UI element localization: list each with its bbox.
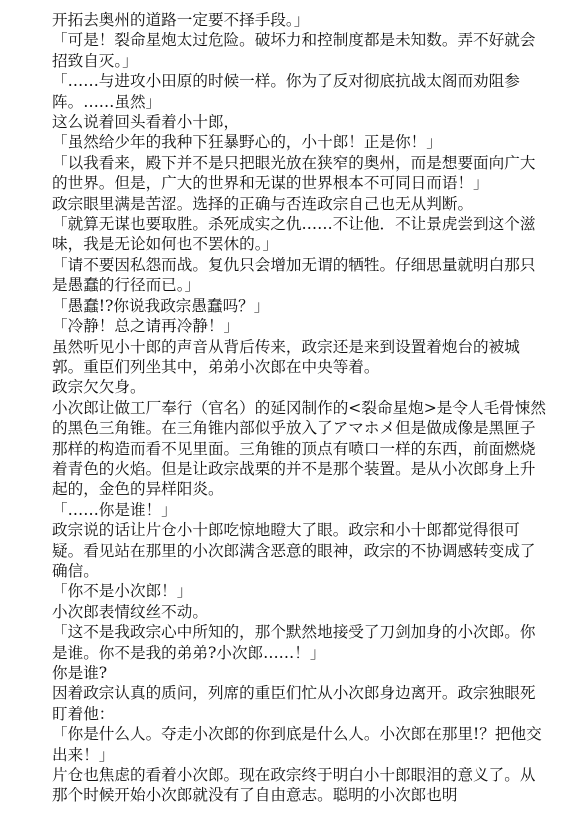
- paragraph: 「愚蠢!?你说我政宗愚蠢吗？」: [52, 296, 270, 315]
- paragraph: 政宗眼里满是苦涩。选择的正确与否连政宗自己也无从判断。: [52, 194, 474, 213]
- paragraph: 「这不是我政宗心中所知的，那个默然地接受了刀剑加身的小次郎。你是谁。你不是我的弟弟?小次郎……！」: [52, 623, 536, 662]
- paragraph: 「就算无谋也要取胜。杀死成实之仇……不让他．不让景虎尝到这个滋味，我是无论如何也不罢休的。」: [52, 215, 536, 254]
- paragraph: 政宗欠欠身。: [52, 378, 146, 397]
- paragraph: 「以我看来，殿下并不是只把眼光放在狭窄的奥州，而是想要面向广大的世界。但是，广大的世界和无谋的世界根本不可同日而语！」: [52, 153, 536, 193]
- paragraph: 小次郎让做工厂奉行（官名）的延冈制作的<裂命星炮>是令人毛骨悚然的黑色三角锥。在三角锥内部似乎放入了アマホメ但是做成像是黑匣子那样的构造而看不见里面。三角锥的顶点有喷口一样的东西，前面燃烧着青色的火焰。但是让政宗战栗的并不是那个装置。是从小次郎身上升起的，金色的异样阳炎。: [52, 398, 546, 499]
- paragraph: 「请不要因私怨而战。复仇只会增加无谓的牺牲。仔细思量就明白那只是愚蠢的行径而已。」: [52, 255, 536, 295]
- paragraph: 「……你是谁！」: [52, 500, 177, 519]
- paragraph: 「……与进攻小田原的时候一样。你为了反对彻底抗战太阁而劝阻参阵。……虽然」: [52, 72, 520, 111]
- paragraph: 因着政宗认真的质问，列席的重臣们忙从小次郎身边离开。政宗独眼死盯着他：: [52, 684, 536, 723]
- paragraph: 「虽然给少年的我种下狂暴野心的，小十郎！正是你！」: [52, 133, 442, 152]
- paragraph: 「可是！裂命星炮太过危险。破坏力和控制度都是未知数。弄不好就会招致自灭。」: [52, 31, 536, 70]
- paragraph: 虽然听见小十郎的声音从背后传来，政宗还是来到设置着炮台的被城郭。重臣们列坐其中，弟弟小次郎在中央等着。: [52, 337, 520, 376]
- paragraph: 你是谁?: [52, 664, 108, 682]
- paragraph: 这么说着回头看着小十郎，: [52, 113, 240, 132]
- paragraph: 政宗说的话让片仓小十郎吃惊地瞪大了眼。政宗和小十郎都觉得很可疑。看见站在那里的小次郎满含恶意的眼神，政宗的不协调感转变成了确信。: [52, 521, 536, 580]
- paragraph: 开拓去奥州的道路一定要不择手段。」: [52, 11, 310, 29]
- paragraph: 片仓也焦虑的看着小次郎。现在政宗终于明白小十郎眼泪的意义了。从那个时候开始小次郎就没有了自由意志。聪明的小次郎也明: [52, 766, 536, 805]
- paragraph: 小次郎表情纹丝不动。: [52, 602, 208, 621]
- paragraph: 「冷静！总之请再冷静！」: [52, 317, 240, 336]
- paragraph: 「你不是小次郎！」: [52, 582, 193, 601]
- document-page: [52, 10, 548, 806]
- paragraph: 「你是什么人。夺走小次郎的你到底是什么人。小次郎在那里!？把他交出来！」: [52, 725, 542, 764]
